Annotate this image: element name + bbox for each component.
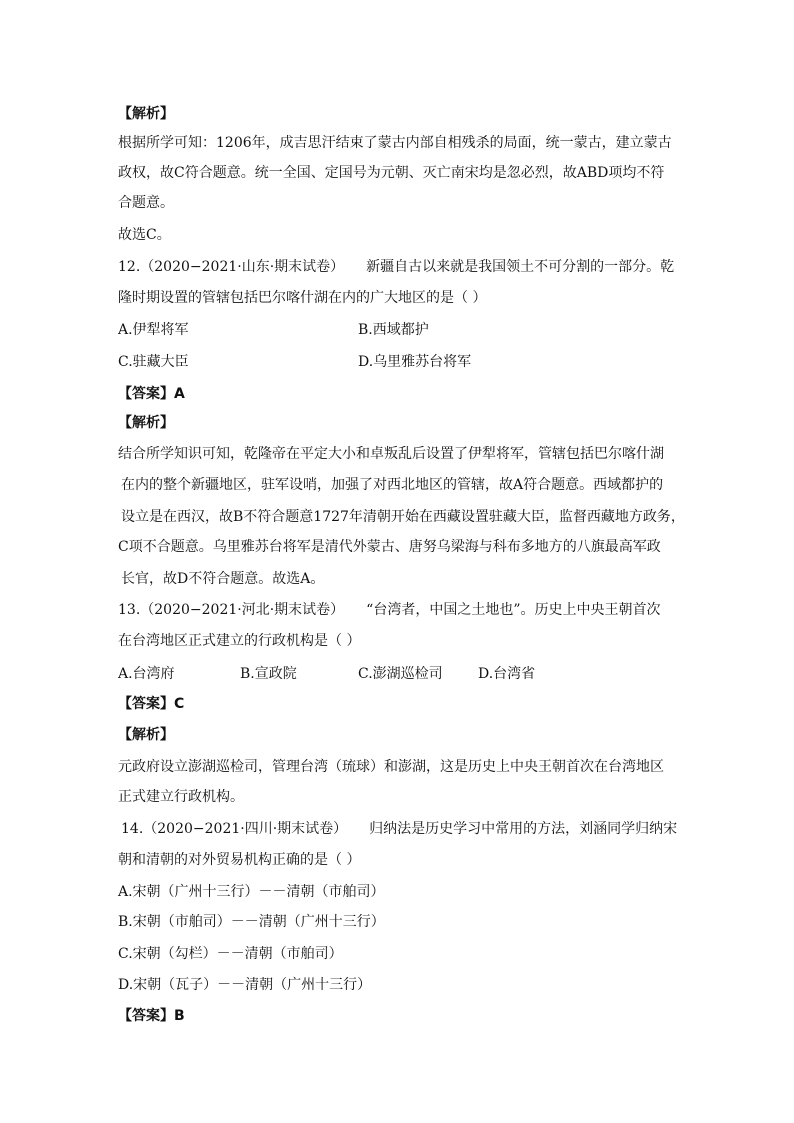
question-12-answer: 【答案】A	[118, 386, 185, 402]
question-14-stem-line2: 朝和清朝的对外贸易机构正确的是（ ）	[118, 852, 361, 868]
question-12-analysis-text: 在内的整个新疆地区，驻军设哨，加强了对西北地区的管辖，故A符合题意。西域都护的	[121, 477, 664, 493]
question-14-answer: 【答案】B	[118, 1008, 185, 1024]
question-14-stem-line1	[121, 819, 677, 839]
question-12-analysis-text: 设立是在西汉，故B不符合题意1727年清朝开始在西藏设置驻藏大臣，监督西藏地方政务，	[121, 509, 685, 525]
question-12-analysis-text: 长官，故D不符合题意。故选A。	[121, 571, 325, 587]
question-14-stem: 归纳法是历史学习中常用的方法，刘涵同学归纳宋	[369, 821, 678, 837]
question-12-stem-line2: 隆时期设置的管辖包括巴尔喀什湖在内的广大地区的是（ ）	[118, 290, 487, 306]
analysis-heading: 【解析】	[118, 106, 174, 122]
analysis-text: 合题意。	[118, 195, 174, 211]
question-13-option-a: A.台湾府	[118, 666, 175, 682]
analysis-text: 根据所学可知：1206年，成吉思汗结束了蒙古内部自相残杀的局面，统一蒙古，建立蒙古	[118, 135, 672, 151]
question-13-option-d: D.台湾省	[478, 666, 536, 682]
conclusion-text: 故选C。	[118, 227, 171, 243]
question-14-source: 14.（2020−2021·四川·期末试卷）	[121, 821, 348, 837]
question-12-option-a: A.伊犁将军	[118, 322, 189, 338]
question-14-option-d: D.宋朝（瓦子）－－清朝（广州十三行）	[118, 977, 372, 993]
question-12-analysis-text: 结合所学知识可知，乾隆帝在平定大小和卓叛乱后设置了伊犁将军，管辖包括巴尔喀什湖	[118, 446, 664, 462]
question-14-option-c: C.宋朝（勾栏）－－清朝（市舶司）	[118, 946, 343, 962]
question-14-option-a: A.宋朝（广州十三行）－－清朝（市舶司）	[118, 884, 385, 900]
question-13-stem-line1	[118, 600, 660, 620]
analysis-text: 政权，故C符合题意。统一全国、定国号为元朝、灭亡南宋均是忽必烈，故ABD项均不符	[118, 165, 665, 181]
question-13-answer: 【答案】C	[118, 696, 185, 712]
question-13-analysis-heading: 【解析】	[118, 727, 174, 743]
question-12-analysis-heading: 【解析】	[118, 415, 174, 431]
question-12-stem-line1	[118, 257, 674, 277]
question-13-option-c: C.澎湖巡检司	[358, 666, 443, 682]
question-14-option-b: B.宋朝（市舶司）－－清朝（广州十三行）	[118, 914, 385, 930]
question-12-option-c: C.驻藏大臣	[118, 354, 189, 370]
question-12-option-d: D.乌里雅苏台将军	[358, 354, 472, 370]
question-13-stem: “台湾者，中国之土地也”。历史上中央王朝首次	[366, 602, 661, 618]
question-12-option-b: B.西域都护	[358, 322, 429, 338]
question-12-stem: 新疆自古以来就是我国领土不可分割的一部分。乾	[366, 259, 675, 275]
question-13-option-b: B.宣政院	[240, 666, 297, 682]
question-12-source: 12.（2020−2021·山东·期末试卷）	[118, 259, 345, 275]
question-13-analysis-text: 元政府设立澎湖巡检司，管理台湾（琉球）和澎湖，这是历史上中央王朝首次在台湾地区	[118, 759, 664, 775]
question-13-analysis-text: 正式建立行政机构。	[118, 789, 244, 805]
question-12-analysis-text: C项不合题意。乌里雅苏台将军是清代外蒙古、唐努乌梁海与科布多地方的八旗最高军政	[118, 539, 661, 555]
question-13-stem-line2: 在台湾地区正式建立的行政机构是（ ）	[118, 633, 361, 649]
question-13-source: 13.（2020−2021·河北·期末试卷）	[118, 602, 345, 618]
